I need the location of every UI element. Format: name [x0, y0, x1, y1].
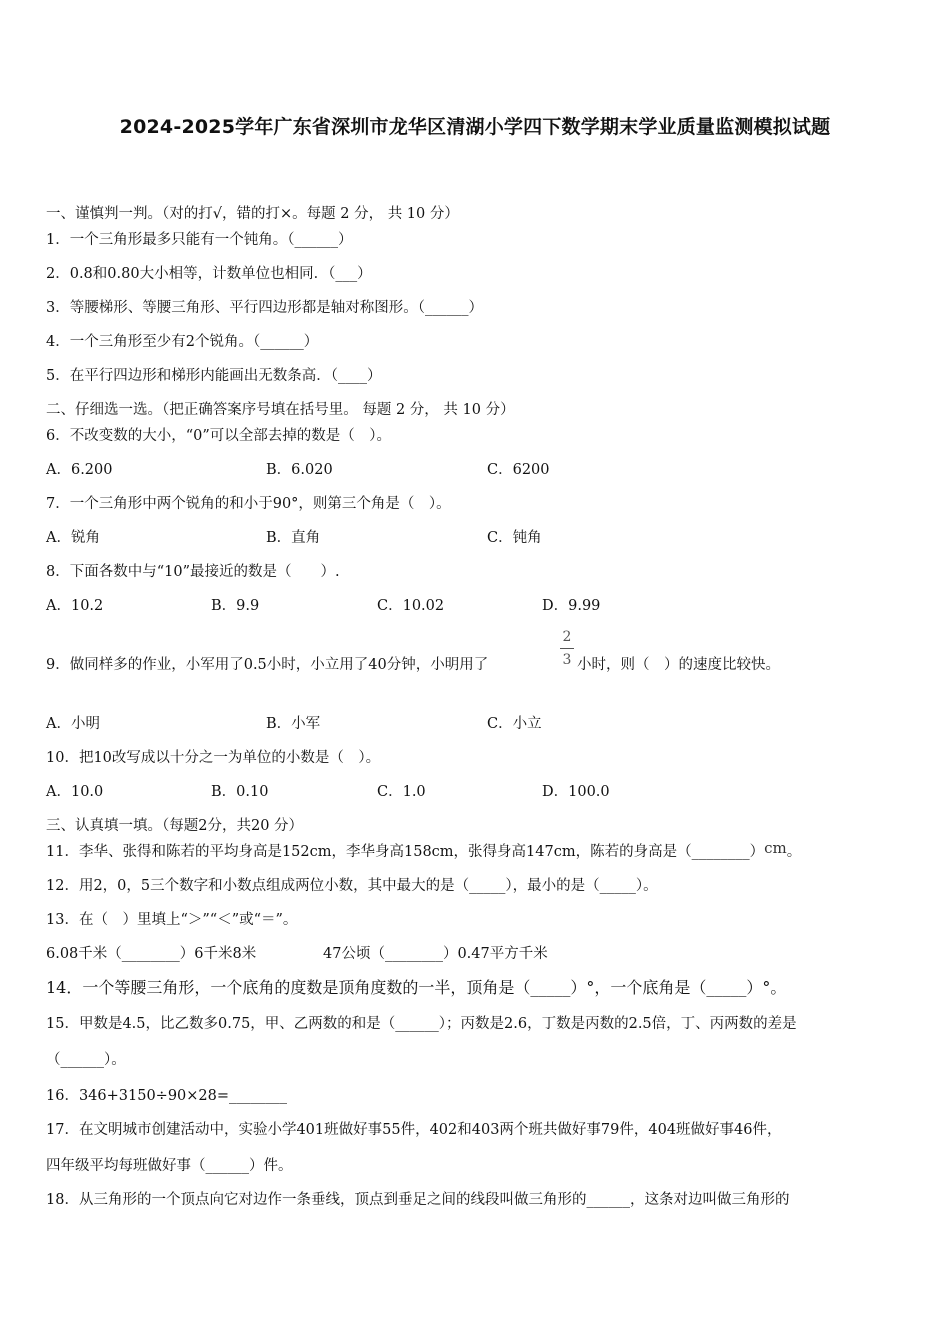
question-11-end: 。	[786, 844, 802, 860]
section-3-heading: 三、认真填一填。（每题2分，共20 分）	[46, 818, 304, 834]
fraction-two-thirds	[560, 628, 574, 669]
page-title: 2024-2025学年广东省深圳市龙华区清湖小学四下数学期末学业质量监测模拟试题	[119, 116, 831, 138]
section-1-heading: 一、谨慎判一判。（对的打√，错的打×。每题 2 分， 共 10 分）	[46, 206, 459, 222]
question-11	[46, 840, 801, 861]
question-16: 16．346+3150÷90×28=________	[46, 1088, 288, 1104]
q8-option-a: A．10.2	[46, 598, 104, 614]
question-13: 13．在（ ）里填上“＞”“＜”或“＝”。	[46, 912, 298, 928]
question-11-text: 11．李华、张得和陈若的平均身高是152cm，李华身高158cm，张得身高147cm，陈若的身高是（________）	[46, 844, 765, 860]
q13-item-1: 6.08千米（________）6千米8米	[46, 946, 257, 962]
section-2-heading: 二、仔细选一选。（把正确答案序号填在括号里。 每题 2 分， 共 10 分）	[46, 402, 515, 418]
q7-option-c: C．钝角	[487, 530, 542, 546]
q8-option-c: C．10.02	[377, 598, 445, 614]
q9-option-b: B．小军	[266, 716, 321, 732]
q10-option-b: B．0.10	[211, 784, 269, 800]
question-8: 8．下面各数中与“10”最接近的数是（ ）.	[46, 564, 340, 580]
question-9-part-2: 小时，则（ ）的速度比较快。	[577, 657, 780, 673]
question-15-line-1: 15．甲数是4.5，比乙数多0.75，甲、乙两数的和是（______）；丙数是2.6，丁数是丙数的2.5倍，丁、丙两数的差是	[46, 1016, 797, 1032]
q7-option-b: B．直角	[266, 530, 321, 546]
question-2: 2．0.8和0.80大小相等，计数单位也相同．（___）	[46, 266, 372, 282]
q9-option-c: C．小立	[487, 716, 542, 732]
question-18: 18．从三角形的一个顶点向它对边作一条垂线，顶点到垂足之间的线段叫做三角形的______，这条对边叫做三角形的	[46, 1192, 790, 1208]
question-10: 10．把10改写成以十分之一为单位的小数是（ ）。	[46, 750, 381, 766]
question-1: 1．一个三角形最多只能有一个钝角。（______）	[46, 232, 353, 248]
question-17-line-2: 四年级平均每班做好事（______）件。	[46, 1158, 293, 1174]
q8-option-d: D．9.99	[542, 598, 601, 614]
question-15-line-2: （______）。	[46, 1052, 126, 1068]
question-12: 12．用2，0，5三个数字和小数点组成两位小数，其中最大的是（_____），最小的是（_____）。	[46, 878, 658, 894]
fraction-numerator: 2	[562, 629, 572, 645]
question-5: 5．在平行四边形和梯形内能画出无数条高．（____）	[46, 368, 382, 384]
q6-option-a: A．6.200	[46, 462, 113, 478]
fraction-bar	[560, 648, 574, 649]
q10-option-d: D．100.0	[542, 784, 610, 800]
question-14: 14．一个等腰三角形，一个底角的度数是顶角度数的一半，顶角是（_____）°，一个底角是（_____）°。	[46, 978, 787, 997]
q8-option-b: B．9.9	[211, 598, 260, 614]
q7-option-a: A．锐角	[46, 530, 100, 546]
question-6: 6．不改变数的大小，“0”可以全部去掉的数是（ ）。	[46, 428, 392, 444]
q13-item-2: 47公顷（________）0.47平方千米	[323, 946, 548, 962]
q10-option-c: C．1.0	[377, 784, 426, 800]
q6-option-c: C．6200	[487, 462, 550, 478]
fraction-denominator: 3	[562, 652, 572, 668]
unit-cm: cm	[764, 839, 787, 857]
question-9-part-1: 9．做同样多的作业，小军用了0.5小时，小立用了40分钟，小明用了	[46, 657, 489, 673]
question-4: 4．一个三角形至少有2个锐角。（______）	[46, 334, 319, 350]
q9-option-a: A．小明	[46, 716, 100, 732]
question-17-line-1: 17．在文明城市创建活动中，实验小学401班做好事55件，402和403两个班共做好事79件，404班做好事46件，	[46, 1122, 782, 1138]
q6-option-b: B．6.020	[266, 462, 333, 478]
q10-option-a: A．10.0	[46, 784, 104, 800]
question-3: 3．等腰梯形、等腰三角形、平行四边形都是轴对称图形。（______）	[46, 300, 483, 316]
question-7: 7．一个三角形中两个锐角的和小于90°，则第三个角是（ ）。	[46, 496, 451, 512]
